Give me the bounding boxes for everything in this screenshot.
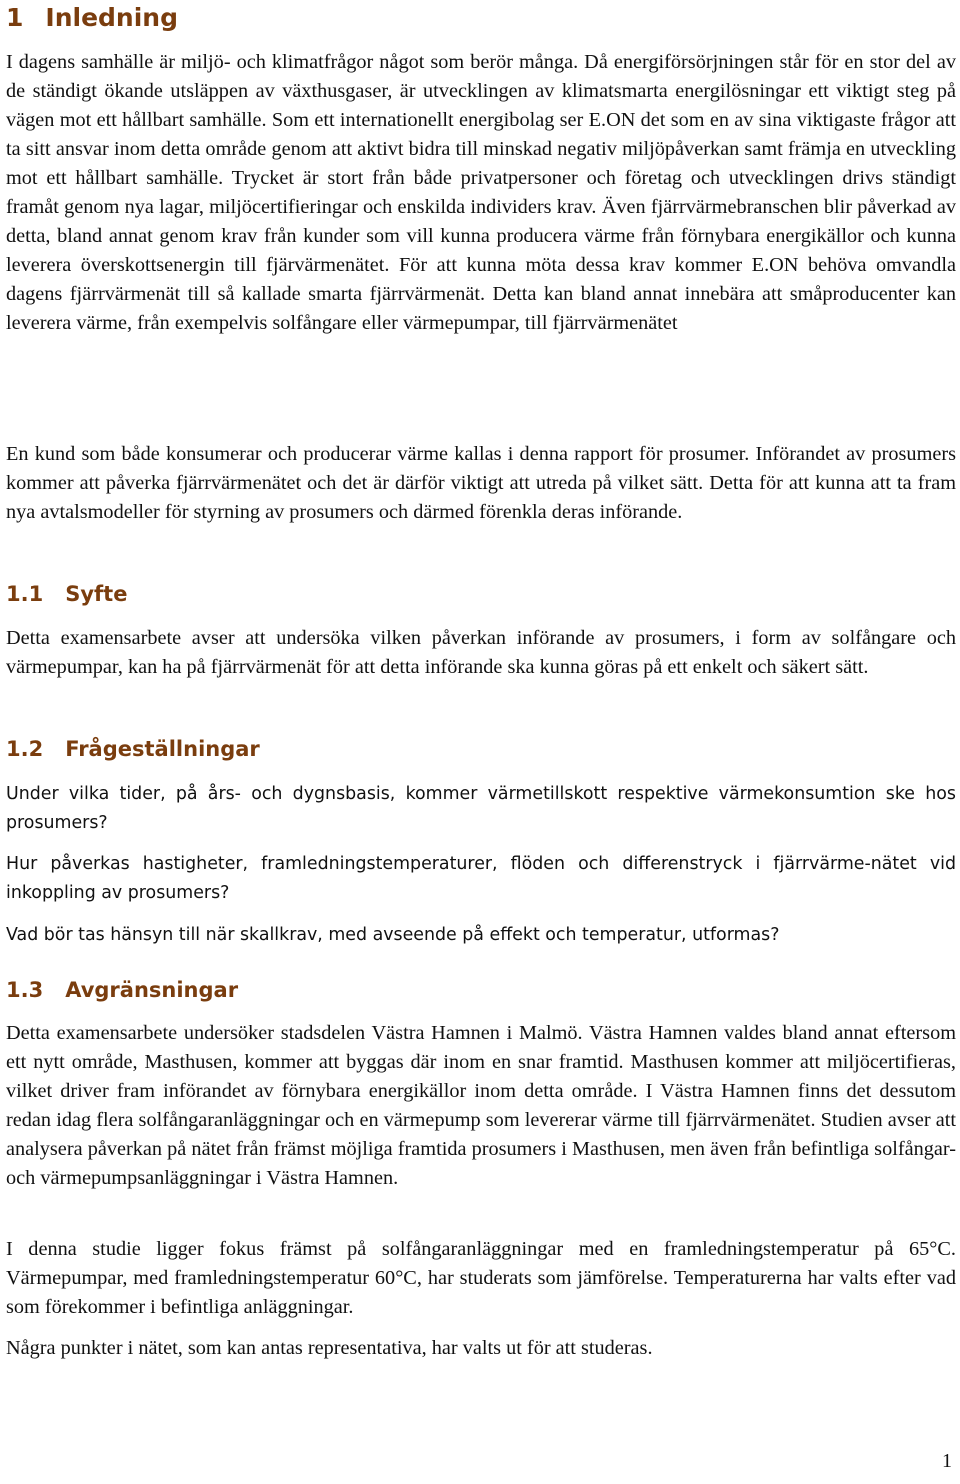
section-heading-inledning: [6, 3, 178, 32]
question-1: Under vilka tider, på års- och dygnsbasis, kommer värmetillskott respektive värmekonsumtion ske hos prosumers?: [6, 784, 956, 833]
section-title: Inledning: [45, 3, 178, 32]
paragraph-avgransningar-3: Några punkter i nätet, som kan antas representativa, har valts ut för att studeras.: [6, 1337, 653, 1359]
question-3: Vad bör tas hänsyn till när skallkrav, med avseende på effekt och temperatur, utformas?: [6, 925, 780, 945]
section-number: 1: [6, 3, 24, 32]
page-number: 1: [942, 1450, 952, 1472]
question-2: Hur påverkas hastigheter, framledningstemperaturer, flöden och differenstryck i fjärrvärme-nätet vid inkoppling av prosumers?: [6, 854, 956, 903]
paragraph-syfte: Detta examensarbete avser att undersöka vilken påverkan införande av prosumers, i form av solfångare och värmepumpar, kan ha på fjärrvärmenät för att detta införande ska kunna göras på ett enkelt och säkert sätt.: [6, 627, 956, 678]
section-heading-avgransningar: [6, 978, 238, 1002]
paragraph-avgransningar-1: Detta examensarbete undersöker stadsdelen Västra Hamnen i Malmö. Västra Hamnen valdes bland annat eftersom ett nytt område, Masthusen, kommer att byggas där inom en snar framtid. Masthusen kommer att miljöcertifieras, vilket driver fram införandet av förnybara energikällor inom detta område. I Västra Hamnen finns det dessutom redan idag flera solfångaranläggningar och en värmepump som levererar värme till fjärrvärmenätet. Studien avser att analysera påverkan på nätet från främst möjliga framtida prosumers i Masthusen, men även från befintliga solfångar- och värmepumpsanläggningar i Västra Hamnen.: [6, 1022, 956, 1189]
paragraph-intro-1: I dagens samhälle är miljö- och klimatfrågor något som berör många. Då energiförsörjningen står för en stor del av de ständigt ökande utsläppen av växthusgaser, är utvecklingen av klimatsmarta energilösningar ett viktigt steg på vägen mot ett hållbart samhälle. Som ett internationellt energibolag ser E.ON det som en av sina viktigaste frågor att ta sitt ansvar inom detta område genom att aktivt bidra till minskad negativ miljöpåverkan samt främja en utveckling mot ett hållbart samhälle. Trycket är stort från både privatpersoner och företag och utvecklingen drivs ständigt framåt genom nya lagar, miljöcertifieringar och enskilda individers krav. Även fjärrvärmebranschen blir påverkad av detta, bland annat genom krav från kunder som vill kunna producera värme från förnybara energikällor och kunna leverera överskottsenergin till fjärvärmenätet. För att kunna möta dessa krav kommer E.ON behöva omvandla dagens fjärrvärmenät till så kallade smarta fjärrvärmenät. Detta kan bland annat innebära att småproducenter kan leverera värme, från exempelvis solfångare eller värmepumpar, till fjärrvärmenätet: [6, 51, 956, 334]
paragraph-intro-2: En kund som både konsumerar och producerar värme kallas i denna rapport för prosumer. Införandet av prosumers kommer att påverka fjärrvärmenätet och det är därför viktigt att utreda på vilket sätt. Detta för att kunna att ta fram nya avtalsmodeller för styrning av prosumers och därmed förenkla deras införande.: [6, 443, 956, 523]
section-heading-fragestallningar: [6, 737, 260, 761]
section-heading-syfte: [6, 582, 127, 606]
paragraph-avgransningar-2: I denna studie ligger fokus främst på solfångaranläggningar med en framledningstemperatur på 65°C. Värmepumpar, med framledningstemperatur 60°C, har studerats som jämförelse. Temperaturerna har valts efter vad som förekommer i befintliga anläggningar.: [6, 1238, 956, 1318]
section-number: 1.2: [6, 737, 44, 761]
section-title: Avgränsningar: [65, 978, 239, 1002]
section-number: 1.1: [6, 582, 44, 606]
section-title: Syfte: [65, 582, 128, 606]
section-number: 1.3: [6, 978, 44, 1002]
section-title: Frågeställningar: [65, 737, 260, 761]
